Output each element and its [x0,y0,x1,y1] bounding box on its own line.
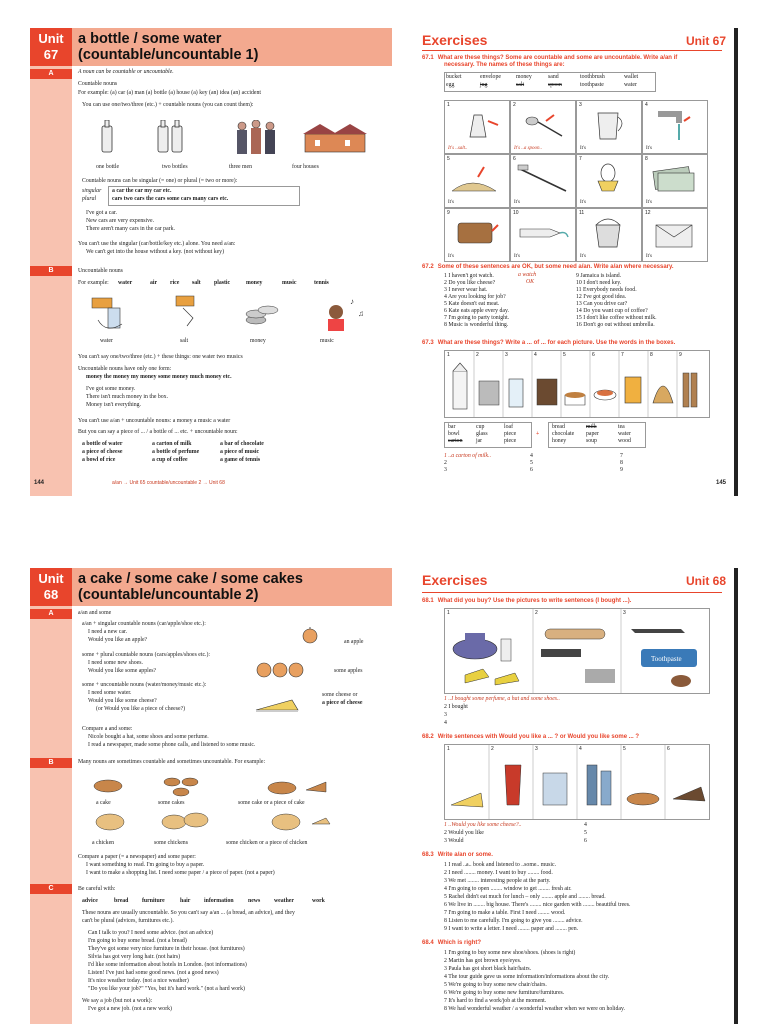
cheese-icon [252,692,302,714]
word: spoon [548,82,562,88]
word: money [516,74,532,80]
picture-cell: 7 It's [576,154,642,208]
word: bread [552,424,565,430]
example-line: Can I talk to you? I need some advice. (not an advice) [88,930,214,936]
text-line: salt [192,280,201,286]
example-line: They've got some very nice furniture in their house. (not furnitures) [88,946,245,952]
text-line: air [150,280,158,286]
example-line: I want something to read. I'm going to buy a paper. [86,862,205,868]
exercise-line: 4 I'm going to open ........ window to get ........ fresh air. [444,886,572,892]
list-item: a piece of cheese [82,449,123,455]
example-line: I've got some money. [86,386,136,392]
exercise-line: 4 Are you looking for job? [444,294,506,300]
example-line: I need some new shoes. [88,660,143,666]
sidebar [30,66,72,496]
picture-cell: 6 It's [510,154,576,208]
word: water [624,82,637,88]
word: paper [586,431,599,437]
text-line: You can use one/two/three (etc.) + countable nouns (you can count them): [82,102,254,108]
apple-icon [300,626,320,644]
example-line: Nicole bought a hat, some shoes and some perfume. [88,734,209,740]
unit-badge: Unit 67 [30,28,72,66]
word: furniture [142,898,165,904]
word: sand [548,74,559,80]
answer: a watch [518,272,537,278]
list-item: a bowl of rice [82,457,116,463]
text-line: Many nouns are sometimes countable and sometimes uncountable. For example: [78,759,266,765]
exercise-line: 7 It's hard to find a work/job at the moment. [444,998,547,1004]
answer-line: 5 [584,830,587,836]
list-item: a cup of coffee [152,457,188,463]
caption-three-men: three men [229,164,253,170]
answer-line: 2 I bought [444,704,468,710]
text-line: Countable nouns can be singular (= one) or plural (= two or more): [82,178,238,184]
caption-four-houses: four houses [292,164,319,170]
example-line: Would you like some cheese? [88,698,157,704]
caption: a chicken [92,840,115,846]
list-item: a game of tennis [220,457,261,463]
exercise-67-1-heading: 67.1 What are these things? Some are countable and some are uncountable. Write a/an if [422,55,678,61]
text-line: can't be plural (advices, furnitures etc.). [82,918,174,924]
text-line: some + uncountable nouns (water/money/music etc.): [82,682,207,688]
text-line: But you can say a piece of ... / a bottle of ... etc. + uncountable noun: [78,429,238,435]
example-line: (or Would you like a piece of cheese?) [96,706,186,712]
word: toothbrush [580,74,605,80]
answer-line: 1 ..a carton of milk.. [444,453,492,459]
exercise-line: 14 Do you want cup of coffee? [576,308,648,314]
money-icon [646,161,706,197]
word: soup [586,438,597,444]
envelope-icon [646,215,706,251]
text-line: You can't use the singular (car/bottle/key etc.) alone. You need a/an: [78,241,236,247]
exercise-68-2-heading: 68.2 Write sentences with Would you like a ... ? or Would you like some ... ? [422,734,640,740]
jug-icon [580,107,640,143]
example-line: Would you like some apples? [88,668,157,674]
wallet-icon [448,215,508,251]
spoon-icon [514,107,574,143]
exercise-line: 3 We met ........ interesting people at the party. [444,878,551,884]
answer: OK [526,279,535,285]
text-line: Be careful with: [78,886,116,892]
answer-line: 4 [530,453,533,459]
text-line: plastic [214,280,231,286]
word: bowl [448,431,460,437]
list-item: a bottle of perfume [152,449,200,455]
example-line: I read a newspaper, made some phone calls, and listened to some music. [88,742,256,748]
answer-line: 3 [444,712,447,718]
picture-cell: 1 It's ..salt.. [444,100,510,154]
exercise-line: 3 Paula has got short black hair/hairs. [444,966,532,972]
exercise-line: 8 Music is wonderful thing. [444,322,509,328]
exercises-68-page [408,568,738,1024]
exercise-line: 2 I need ........ money. I want to buy ........ food. [444,870,553,876]
word: milk [586,424,597,430]
exercise-line: 3 I never wear hat. [444,287,488,293]
word: news [248,898,261,904]
exercise-line: 8 We had wonderful weather / a wonderful weather when we were on holiday. [444,1006,625,1012]
picture-cell: 9 It's [444,208,510,262]
picture-cell: 10 It's [510,208,576,262]
word: honey [552,438,567,444]
text-line: plural [82,196,97,202]
exercise-line: 9 I want to write a letter. I need ........ paper and ........ pen. [444,926,579,932]
section-b-marker: B [30,758,72,768]
exercise-line: 1 I haven't got watch. [444,273,494,279]
answer-line: 7 [620,453,623,459]
picture-cell: 3 It's [576,100,642,154]
word: work [312,898,325,904]
exercises-unit-label: Unit 67 [685,34,726,48]
sand-icon [448,161,508,197]
text-line: For example: [78,280,109,286]
example-line: Silvia has got very long hair. (not hairs) [88,954,181,960]
exercise-line: 10 I don't need key. [576,280,622,286]
unit-header [30,28,392,66]
section-b-marker: B [30,266,72,276]
caption: some chicken or a piece of chicken [226,840,308,846]
egg-icon [580,161,640,197]
sidebar [30,606,72,1024]
exercises-heading: Exercises [422,32,488,48]
example-line: There isn't much money in the box. [86,394,169,400]
exercise-line: 4 The tour guide gave us some information/informations about the city. [444,974,610,980]
answer-line: 1 ..Would you like some cheese?.. [444,822,522,828]
text-line: a/an and some [78,610,112,616]
picture-cell: 2 It's ..a spoon.. [510,100,576,154]
text-line: cars two cars the cars some cars many cars etc. [112,196,229,202]
example-line: Listen! I've just had some good news. (not a good news) [88,970,219,976]
section-a-marker: A [30,609,72,619]
text-line: rice [170,280,180,286]
word: salt [516,82,525,88]
text-line: a car the car my car etc. [112,188,172,194]
water-salt-money-music-illustration [88,290,378,336]
word: advice [82,898,98,904]
caption-two-bottles: two bottles [162,164,188,170]
caption: a cake [96,800,111,806]
word: piece [504,431,517,437]
word: water [618,431,631,437]
exercise-67-3-heading: 67.3 What are these things? Write a ... of ... for each picture. Use the words in the boxes. [422,340,676,346]
exercise-line: 2 Do you like cheese? [444,280,496,286]
section-a-marker: A [30,69,72,79]
unit-68-page [30,568,392,1024]
word: bread [114,898,129,904]
answer-line: 5 [530,460,533,466]
text-line: singular [82,188,102,194]
text-line: money the money my money some money much money etc. [86,374,232,380]
food-drink-illustration [445,745,709,819]
word: chocolate [552,431,575,437]
word: glass [476,431,488,437]
example-line: I want to make a shopping list. I need some paper / a piece of paper. (not a paper) [86,870,275,876]
text-line: You can't say one/two/three (etc.) + these things: one water two musics [78,354,243,360]
unit-title: a bottle / some water (countable/uncountable 1) [78,31,259,63]
bottles-men-houses-illustration [90,120,380,162]
exercise-68-4-heading: 68.4 Which is right? [422,940,482,946]
food-items-illustration [445,351,709,417]
example-line: I'm going to buy some bread. (not a bread) [88,938,187,944]
exercise-67-1-heading-cont: necessary. The names of these things are: [444,62,565,68]
toothpaste-icon [514,215,574,251]
exercises-heading: Exercises [422,572,488,588]
picture-cell: 4 It's [642,100,708,154]
answer-line: 2 Would you like [444,830,484,836]
text-line: a/an + singular countable nouns (car/apple/shoe etc.): [82,621,206,627]
caption: some cake or a piece of cake [238,800,305,806]
unit-header [30,568,392,606]
example-line: I'd like some information about hotels in London. (not informations) [88,962,247,968]
plus-sign: + [536,431,540,437]
text-line: You can't use a/an + uncountable nouns: a money a music a water [78,418,231,424]
example-line: I've got a car. [86,210,117,216]
word: jar [476,438,483,444]
list-item: a bottle of water [82,441,123,447]
exercise-line: 9 Jamaica is island. [576,273,622,279]
unit-67-page [30,28,392,496]
text-line: water [118,280,133,286]
text-line: money [246,280,263,286]
picture-strip: 1 2 3 4 5 6 [444,744,710,820]
apples-icon [252,658,312,680]
text-line: Uncountable nouns [78,268,123,274]
text-line: Uncountable nouns have only one form: [78,366,172,372]
exercise-line: 8 Listen to me carefully. I'm going to give you ........ advice. [444,918,583,924]
answer-line: 8 [620,460,623,466]
shopping-items-illustration [445,609,709,693]
answer-line: 2 [444,460,447,466]
caption-some-cheese: some cheese or [322,692,358,698]
text-line: Compare a and some: [82,726,133,732]
word: carton [448,438,463,444]
exercises-67-page [408,28,738,496]
word: cup [476,424,485,430]
exercise-line: 6 We're going to buy some new furniture/furnitures. [444,990,565,996]
exercise-line: 5 We're going to buy some new chair/chairs. [444,982,547,988]
caption-piece-of-cheese: a piece of cheese [322,700,363,706]
cake-chicken-illustration [86,770,376,836]
example-line: I need a new car. [88,629,128,635]
exercise-line: 5 Kate doesn't eat meat. [444,301,500,307]
caption-one-bottle: one bottle [96,164,120,170]
example-line: Would you like an apple? [88,637,148,643]
caption-money: money [250,338,266,344]
list-item: a carton of milk [152,441,192,447]
caption-salt: salt [180,338,189,344]
toothbrush-icon [514,161,574,197]
word: egg [446,82,455,88]
answer-line: 4 [444,720,447,726]
exercise-line: 1 I'm going to buy some new shoe/shoes. (shoes is right) [444,950,576,956]
word: weather [274,898,294,904]
exercises-unit-label: Unit 68 [685,574,726,588]
exercise-68-3-heading: 68.3 Write a/an or some. [422,852,493,858]
example-line: Money isn't everything. [86,402,141,408]
caption-music: music [320,338,334,344]
unit-badge: Unit 68 [30,568,72,606]
exercise-line: 7 I'm going to make a table. First I need ........ wood. [444,910,566,916]
picture-cell: 11 It's [576,208,642,262]
svg-text:Toothpaste: Toothpaste [651,655,682,663]
word: jug [480,82,488,88]
text-line: For example: (a) car (a) man (a) bottle (a) house (a) key (an) idea (an) accident [78,90,261,96]
caption-some-apples: some apples [334,668,363,674]
footer-link[interactable]: a/an → Unit 65 countable/uncountable 2 → Unit 68 [112,480,225,486]
word: tea [618,424,625,430]
example-line: "Do you like your job?" "Yes, but it's hard work." (not a hard work) [88,986,245,992]
page-edge [734,568,738,1024]
example-line: We can't get into the house without a key. (not without key) [86,249,225,255]
answer-line: 9 [620,467,623,473]
word: bar [448,424,456,430]
tap-water-icon [646,107,706,143]
page-edge [734,28,738,496]
caption: some chickens [154,840,188,846]
text-line: tennis [314,280,329,286]
text-line: music [282,280,297,286]
text-line: A noun can be countable or uncountable. [78,69,174,75]
unit-title: a cake / some cake / some cakes (countable/uncountable 2) [78,571,303,603]
divider [422,592,722,593]
word: hair [180,898,191,904]
word: envelope [480,74,501,80]
exercise-67-2-heading: 67.2 Some of these sentences are OK, but some need a/an. Write a/an where necessary. [422,264,674,270]
text-line: some + plural countable nouns (cars/apples/shoes etc.): [82,652,211,658]
exercise-line: 7 I'm going to party tonight. [444,315,510,321]
svg-text:♪: ♪ [350,297,354,306]
example-line: It's nice weather today. (not a nice weather) [88,978,189,984]
exercise-line: 12 I've got good idea. [576,294,627,300]
divider [422,50,722,51]
answer-line: 3 [444,467,447,473]
text-line: We say a job (but not a work): [82,998,153,1004]
page-number: 145 [715,480,726,486]
word: bucket [446,74,462,80]
example-line: There aren't many cars in the car park. [86,226,175,232]
exercise-68-1-heading: 68.1 What did you buy? Use the pictures to write sentences (I bought ...). [422,598,632,604]
exercise-line: 15 I don't like coffee without milk. [576,315,657,321]
exercise-line: 16 Don't go out without umbrella. [576,322,655,328]
answer-line: 6 [584,838,587,844]
picture-cell: 5 It's [444,154,510,208]
exercise-line: 1 I read ..a.. book and listened to ..some.. music. [444,862,557,868]
picture-strip: 1 2 3 4 5 6 7 8 9 [444,350,710,418]
exercise-line: 11 Everybody needs food. [576,287,637,293]
section-c-marker: C [30,884,72,894]
word: loaf [504,424,514,430]
example-line: I've got a new job. (not a new work) [88,1006,172,1012]
caption: some cakes [158,800,185,806]
text-line: These nouns are usually uncountable. So you can't say a/an ... (a bread, an advice), and they [82,910,295,916]
word: toothpaste [580,82,604,88]
shopping-picture: 1 2 3 Toothpaste [444,608,710,694]
word: piece [504,438,517,444]
word: information [204,898,234,904]
answer-line: 1 ..I bought some perfume, a hat and some shoes.. [444,696,560,702]
list-item: a bar of chocolate [220,441,264,447]
exercise-line: 5 Rachel didn't eat much for lunch – only ........ apple and ........ bread. [444,894,606,900]
exercise-line: 6 Kate eats apple every day. [444,308,509,314]
caption-water: water [100,338,113,344]
caption-an-apple: an apple [344,639,364,645]
answer-line: 4 [584,822,587,828]
svg-text:♫: ♫ [358,309,364,318]
answer-line: 3 Would [444,838,464,844]
salt-shaker-icon [448,107,508,143]
exercise-line: 2 Martin has got brown eye/eyes. [444,958,522,964]
exercise-line: 6 We live in ........ big house. There's ........ nice garden with ........ beautiful trees. [444,902,631,908]
word: wallet [624,74,639,80]
page-number: 144 [34,480,45,486]
bucket-icon [580,215,640,251]
example-line: New cars are very expensive. [86,218,155,224]
exercise-line: 13 Can you drive car? [576,301,628,307]
list-item: a piece of music [220,449,260,455]
word: wood [618,438,631,444]
picture-cell: 8 It's [642,154,708,208]
text-line: Countable nouns [78,81,118,87]
example-line: I need some water. [88,690,132,696]
answer-line: 6 [530,467,533,473]
picture-cell: 12 It's [642,208,708,262]
text-line: Compare a paper (= a newspaper) and some paper: [78,854,196,860]
